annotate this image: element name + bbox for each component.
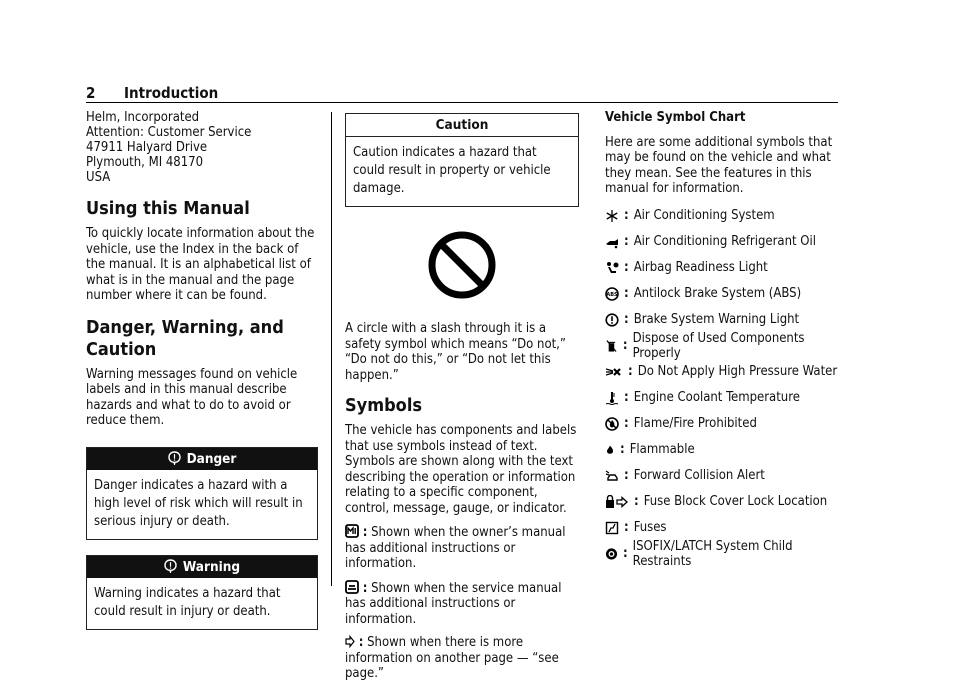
symbol-label: Air Conditioning Refrigerant Oil [633,234,816,249]
symbol-label: Fuses [633,520,667,535]
warning-box-header [87,556,317,578]
column-divider [331,112,332,586]
service-manual-note: : Shown when the service manual has additional instructions or information. [345,580,562,627]
symbol-item: : Forward Collision Alert [605,463,839,489]
symbol-label: ISOFIX/LATCH System Child Restraints [632,538,793,569]
refrigerant-oil-icon [605,235,619,249]
airbag-icon [605,261,619,275]
symbol-label: Brake System Warning Light [633,312,800,327]
service-manual-icon [345,580,359,594]
page-header [86,84,838,102]
address-line: Helm, Incorporated [86,110,200,125]
dwc-heading: Danger, Warning, and Caution [86,316,284,360]
symbol-item: : Fuses [605,515,839,541]
column-middle [345,113,579,682]
owners-manual-text: Shown when the owner’s manual has additional instructions or information. [345,525,566,571]
symbol-label: Flame/Fire Prohibited [633,416,757,431]
warning-box-title: Warning [182,558,241,575]
address-line: 47911 Halyard Drive [86,140,208,155]
symbol-item: : Brake System Warning Light [605,307,839,333]
flammable-icon [605,443,615,457]
using-manual-text: To quickly locate information about the vehicle, use the Index in the back of the manual. It is an alphabetical list of what is in the manual and the page number where it can be found. [86,226,315,303]
column-right [605,110,839,567]
symbols-text: The vehicle has components and labels that use symbols instead of text. Symbols are shown along with the text describing the operation or information relating to a specific component, control, message, gauge, or indicator. [345,423,577,516]
caution-box [345,113,579,207]
disposal-icon [605,339,618,353]
address-line: Plymouth, MI 48170 [86,155,204,170]
symbol-item: : ISOFIX/LATCH System Child Restraints [605,541,839,567]
fuse-icon [605,521,619,535]
svg-text:ABS: ABS [606,291,618,298]
symbol-item: : Flame/Fire Prohibited [605,411,839,437]
owners-manual-icon [345,524,359,538]
coolant-temp-icon [605,391,619,405]
address-line: USA [86,170,111,185]
symbol-label: Engine Coolant Temperature [633,390,800,405]
symbol-label: Antilock Brake System (ABS) [633,286,802,301]
page-number: 2 [86,84,96,102]
address-block [86,110,318,185]
brake-warning-icon [605,313,619,327]
circle-slash-text: A circle with a slash through it is a safety symbol which means “Do not,” “Do not do this,” or “Do not let this happen.” [345,321,566,383]
no-pressure-water-icon [605,365,623,379]
symbol-label: Flammable [629,442,695,457]
see-page-note: : Shown when there is more information on another page — “see page.” [345,635,559,681]
collision-alert-icon [605,469,619,483]
fuse-lock-icon [605,495,629,509]
symbol-item: ABS : Antilock Brake System (ABS) [606,286,802,301]
symbol-item: : Airbag Readiness Light [605,255,839,281]
symbol-label: Air Conditioning System [633,208,775,223]
danger-box-header [87,448,317,470]
symbol-item: : Flammable [605,437,839,463]
symbol-item: : Fuse Block Cover Lock Location [605,489,839,515]
symbol-chart-heading: Vehicle Symbol Chart [605,110,746,125]
symbol-item: : Air Conditioning Refrigerant Oil [605,229,839,255]
service-manual-text: Shown when the service manual has additional instructions or information. [345,580,562,627]
abs-icon [605,287,619,301]
caution-box-title: Caution [346,114,578,137]
warning-box-text: Warning indicates a hazard that could result in injury or death. [94,585,281,619]
symbol-item: : Do Not Apply High Pressure Water [605,359,839,385]
header-rule [86,102,838,103]
child-restraint-icon [605,547,618,561]
danger-warning-icon [168,451,181,465]
circle-slash-icon [426,229,498,301]
symbol-item: : Dispose of Used Components Properly [605,333,839,359]
symbol-label: Airbag Readiness Light [633,260,768,275]
column-left [86,110,318,630]
symbol-label: Do Not Apply High Pressure Water [637,364,838,379]
using-manual-heading: Using this Manual [86,198,250,219]
symbol-list [605,203,839,567]
danger-box-title: Danger [186,450,237,467]
symbols-heading: Symbols [345,395,423,416]
see-page-text: Shown when there is more information on another page — “see page.” [345,635,559,681]
symbol-chart-intro: Here are some additional symbols that may be found on the vehicle and what they mean. See the features in this manual for information. [605,134,833,196]
warning-box [86,555,318,630]
address-line: Attention: Customer Service [86,125,252,140]
symbol-label: Forward Collision Alert [633,468,765,483]
symbol-item: : Air Conditioning System [605,203,839,229]
symbol-label: Fuse Block Cover Lock Location [643,494,828,509]
see-page-icon [345,635,355,648]
snowflake-icon [605,209,619,223]
danger-box-text: Danger indicates a hazard with a high level of risk which will result in serious injury or death. [94,477,303,529]
dwc-text: Warning messages found on vehicle labels and in this manual describe hazards and what to do to avoid or reduce them. [86,366,298,428]
danger-box [86,447,318,540]
owners-manual-note: : Shown when the owner’s manual has additional instructions or information. [345,525,566,571]
section-title: Introduction [124,84,219,102]
warning-icon [164,559,177,573]
symbol-item: : Engine Coolant Temperature [605,385,839,411]
no-flame-icon [605,417,619,431]
symbol-label: Dispose of Used Components Properly [632,330,805,361]
caution-box-text: Caution indicates a hazard that could result in property or vehicle damage. [353,145,551,196]
